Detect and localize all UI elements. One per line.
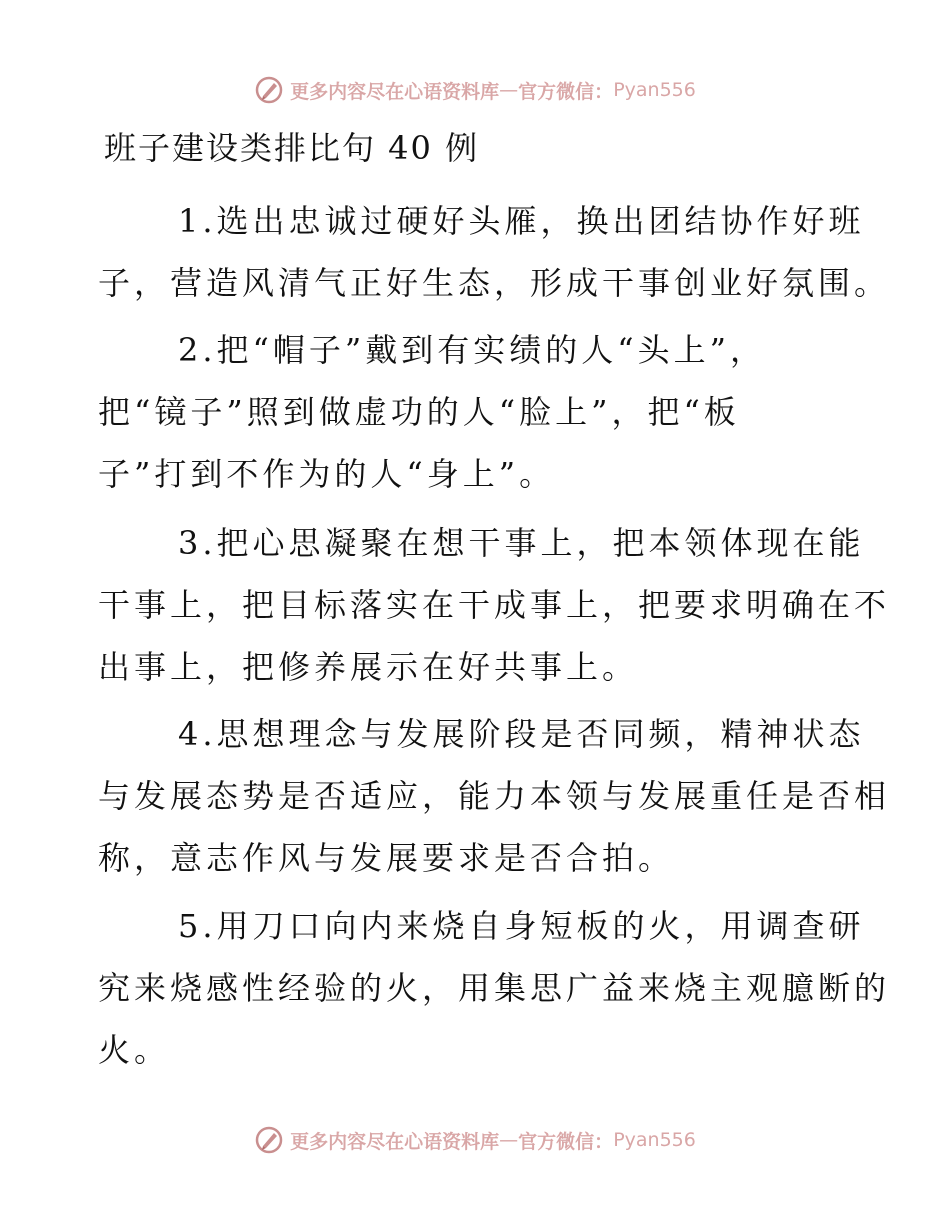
document-title: 班子建设类排比句 40 例 xyxy=(104,129,480,167)
paragraph-line: 究来烧感性经验的火，用集思广益来烧主观臆断的 xyxy=(98,969,891,1007)
paragraph-line: 出事上，把修养展示在好共事上。 xyxy=(98,648,639,686)
paragraph-2 xyxy=(98,319,858,505)
pen-logo-icon xyxy=(254,1125,284,1155)
paragraph-line: 把“镜子”照到做虚功的人“脸上”，把“板 xyxy=(98,393,740,431)
paragraph-line: 5.用刀口向内来烧自身短板的火，用调查研 xyxy=(178,907,865,945)
paragraph-3 xyxy=(98,512,891,698)
paragraph-line: 与发展态势是否适应，能力本领与发展重任是否相 xyxy=(98,777,891,815)
paragraph-line: 4.思想理念与发展阶段是否同频，精神状态 xyxy=(178,715,865,753)
paragraph-line: 火。 xyxy=(98,1031,171,1069)
paragraph-line: 干事上，把目标落实在干成事上，把要求明确在不 xyxy=(98,586,891,624)
watermark-wechat-id: Pyan556 xyxy=(613,1129,696,1151)
watermark-separator: — xyxy=(499,79,519,101)
paragraph-line: 子，营造风清气正好生态，形成干事创业好氛围。 xyxy=(98,264,891,302)
watermark-separator: — xyxy=(499,1129,519,1151)
paragraph-1 xyxy=(98,190,891,314)
watermark-text: 更多内容尽在心语资料库 xyxy=(290,1130,500,1153)
paragraph-line: 3.把心思凝聚在想干事上，把本领体现在能 xyxy=(178,524,865,562)
paragraph-5 xyxy=(98,895,891,1081)
watermark-header xyxy=(0,70,950,110)
watermark-official-label: 官方微信： xyxy=(518,1130,614,1153)
watermark-text: 更多内容尽在心语资料库 xyxy=(290,80,500,103)
watermark-wechat-id: Pyan556 xyxy=(613,79,696,101)
paragraph-line: 子”打到不作为的人“身上”。 xyxy=(98,455,556,493)
paragraph-line: 称，意志作风与发展要求是否合拍。 xyxy=(98,839,675,877)
paragraph-4 xyxy=(98,703,891,889)
watermark-footer xyxy=(0,1120,950,1160)
paragraph-line: 2.把“帽子”戴到有实绩的人“头上”， xyxy=(178,331,766,369)
watermark-official-label: 官方微信： xyxy=(518,80,614,103)
pen-logo-icon xyxy=(254,75,284,105)
paragraph-line: 1.选出忠诚过硬好头雁，换出团结协作好班 xyxy=(178,202,865,240)
